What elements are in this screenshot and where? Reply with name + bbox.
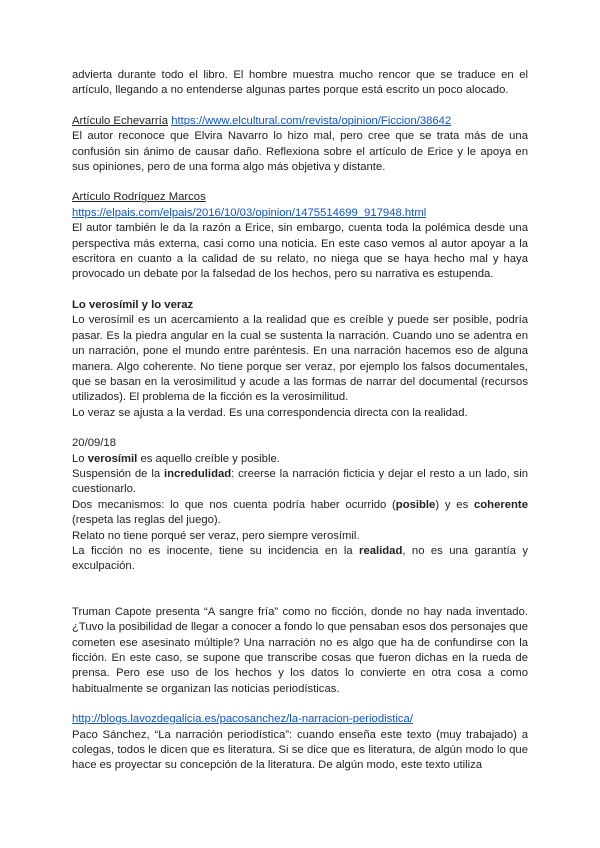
verosimil-heading-text: Lo verosímil y lo veraz	[72, 298, 194, 311]
bold-run: posible	[395, 498, 436, 511]
text-run: Lo	[72, 452, 88, 465]
bold-run: coherente	[473, 498, 528, 511]
spacer	[72, 421, 528, 436]
bold-run: incredulidad	[163, 467, 232, 480]
echevarria-title: Artículo Echevarría	[72, 114, 169, 127]
section-echevarria	[72, 114, 528, 129]
text-run: Dos mecanismos: lo que nos cuenta podría haber ocurrido (	[72, 498, 396, 511]
text-run: Suspensión de la	[72, 467, 164, 480]
text-run: es aquello creíble y posible.	[137, 452, 280, 465]
echevarria-link[interactable]: https://www.elcultural.com/revista/opinion/Ficcion/38642	[171, 114, 452, 127]
sanchez-text: Paco Sánchez, “La narración periodística”: cuando enseña este texto (muy trabajado) a colegas, todos le dicen que es literatura. Si se dice que es literatura, de algún modo lo que hace es proyectar su concepción de la literatura. De algún modo, este texto utiliza	[72, 728, 528, 772]
date-label: 20/09/18	[72, 437, 116, 450]
spacer	[72, 697, 528, 712]
rodriguez-title-text: Artículo Rodríguez Marcos	[72, 191, 206, 204]
capote-text: Truman Capote presenta “A sangre fría” como no ficción, donde no hay nada inventado. ¿Tuvo la posibilidad de llegar a conocer a fondo lo que pensaban esos dos personajes que cometen ese asesinato múltiple? Una narración no es algo que ha de confundirse con la ficción. En este caso, se supone que transcribe cosas que fueron dichas en la rueda de prensa. Pero ese uso de los hechos y los datos lo convierte en otra cosa a como habitualmente se organizan las noticias periodísticas.	[72, 605, 528, 695]
rodriguez-link[interactable]: https://elpais.com/elpais/2016/10/03/opinion/1475514699_917948.html	[72, 206, 427, 219]
rodriguez-link-line	[72, 206, 528, 221]
text-run: La ficción no es inocente, tiene su incidencia en la	[72, 544, 360, 557]
spacer	[72, 283, 528, 298]
document-page	[72, 68, 528, 774]
veraz-text: Lo veraz se ajusta a la verdad. Es una correspondencia directa con la realidad.	[72, 406, 468, 419]
spacer	[72, 575, 528, 590]
dated-line-5	[72, 544, 528, 575]
dated-line-4: Relato no tiene porqué ser veraz, pero siempre verosímil.	[72, 529, 360, 542]
sanchez-link-line	[72, 712, 528, 727]
text-run: , no es una garantía y exculpación.	[72, 544, 528, 573]
spacer	[72, 590, 528, 605]
echevarria-text: El autor reconoce que Elvira Navarro lo hizo mal, pero cree que se trata más de una confusión sin ánimo de causar daño. Reflexiona sobre el artículo de Erice y le apoya en sus opiniones, pero de una forma algo más objetiva y distante.	[72, 130, 528, 174]
verosimil-text: Lo verosímil es un acercamiento a la realidad que es creíble y puede ser posible, podría pasar. Es la piedra angular en la cual se sustenta la narración. Cuando uno se adentra en un narración, pone el mundo entre paréntesis. En una narración hacemos eso de alguna manera. Algo coherente. No tiene porque ser veraz, por ejemplo los falsos documentales, que se basan en la verosimilitud y acude a las formas de narrar del documental (recursos utilizados). El problema de la ficción es la verosimilitud.	[72, 314, 528, 404]
rodriguez-text: El autor también le da la razón a Erice, sin embargo, cuenta toda la polémica desde una perspectiva más externa, casi como una noticia. En este caso vemos al autor apoyar a la escritora en cuanto a la calidad de su relato, no niega que se haya hecho mal y haya provocado un debate por la falsedad de los hechos, pero su narrativa es estupenda.	[72, 222, 528, 281]
paragraph-intro: advierta durante todo el libro. El hombre muestra mucho rencor que se traduce en el artículo, llegando a no entenderse algunas partes porque está escrito un poco alocado.	[72, 69, 528, 97]
sanchez-link[interactable]: http://blogs.lavozdegalicia.es/pacosanchez/la-narracion-periodistica/	[72, 713, 413, 726]
rodriguez-title	[72, 190, 528, 205]
text-run: ) y es	[435, 498, 474, 511]
text-run: : creerse la narración ficticia y dejar el resto a un lado, sin cuestionarlo.	[72, 467, 529, 496]
verosimil-heading	[72, 298, 528, 313]
bold-run: verosímil	[87, 452, 138, 465]
bold-run: realidad	[359, 544, 403, 557]
dated-line-1	[72, 452, 528, 467]
dated-line-2	[72, 467, 528, 498]
spacer	[72, 175, 528, 190]
spacer	[72, 99, 528, 114]
text-run: (respeta las reglas del juego).	[72, 514, 221, 527]
dated-line-3	[72, 498, 528, 529]
